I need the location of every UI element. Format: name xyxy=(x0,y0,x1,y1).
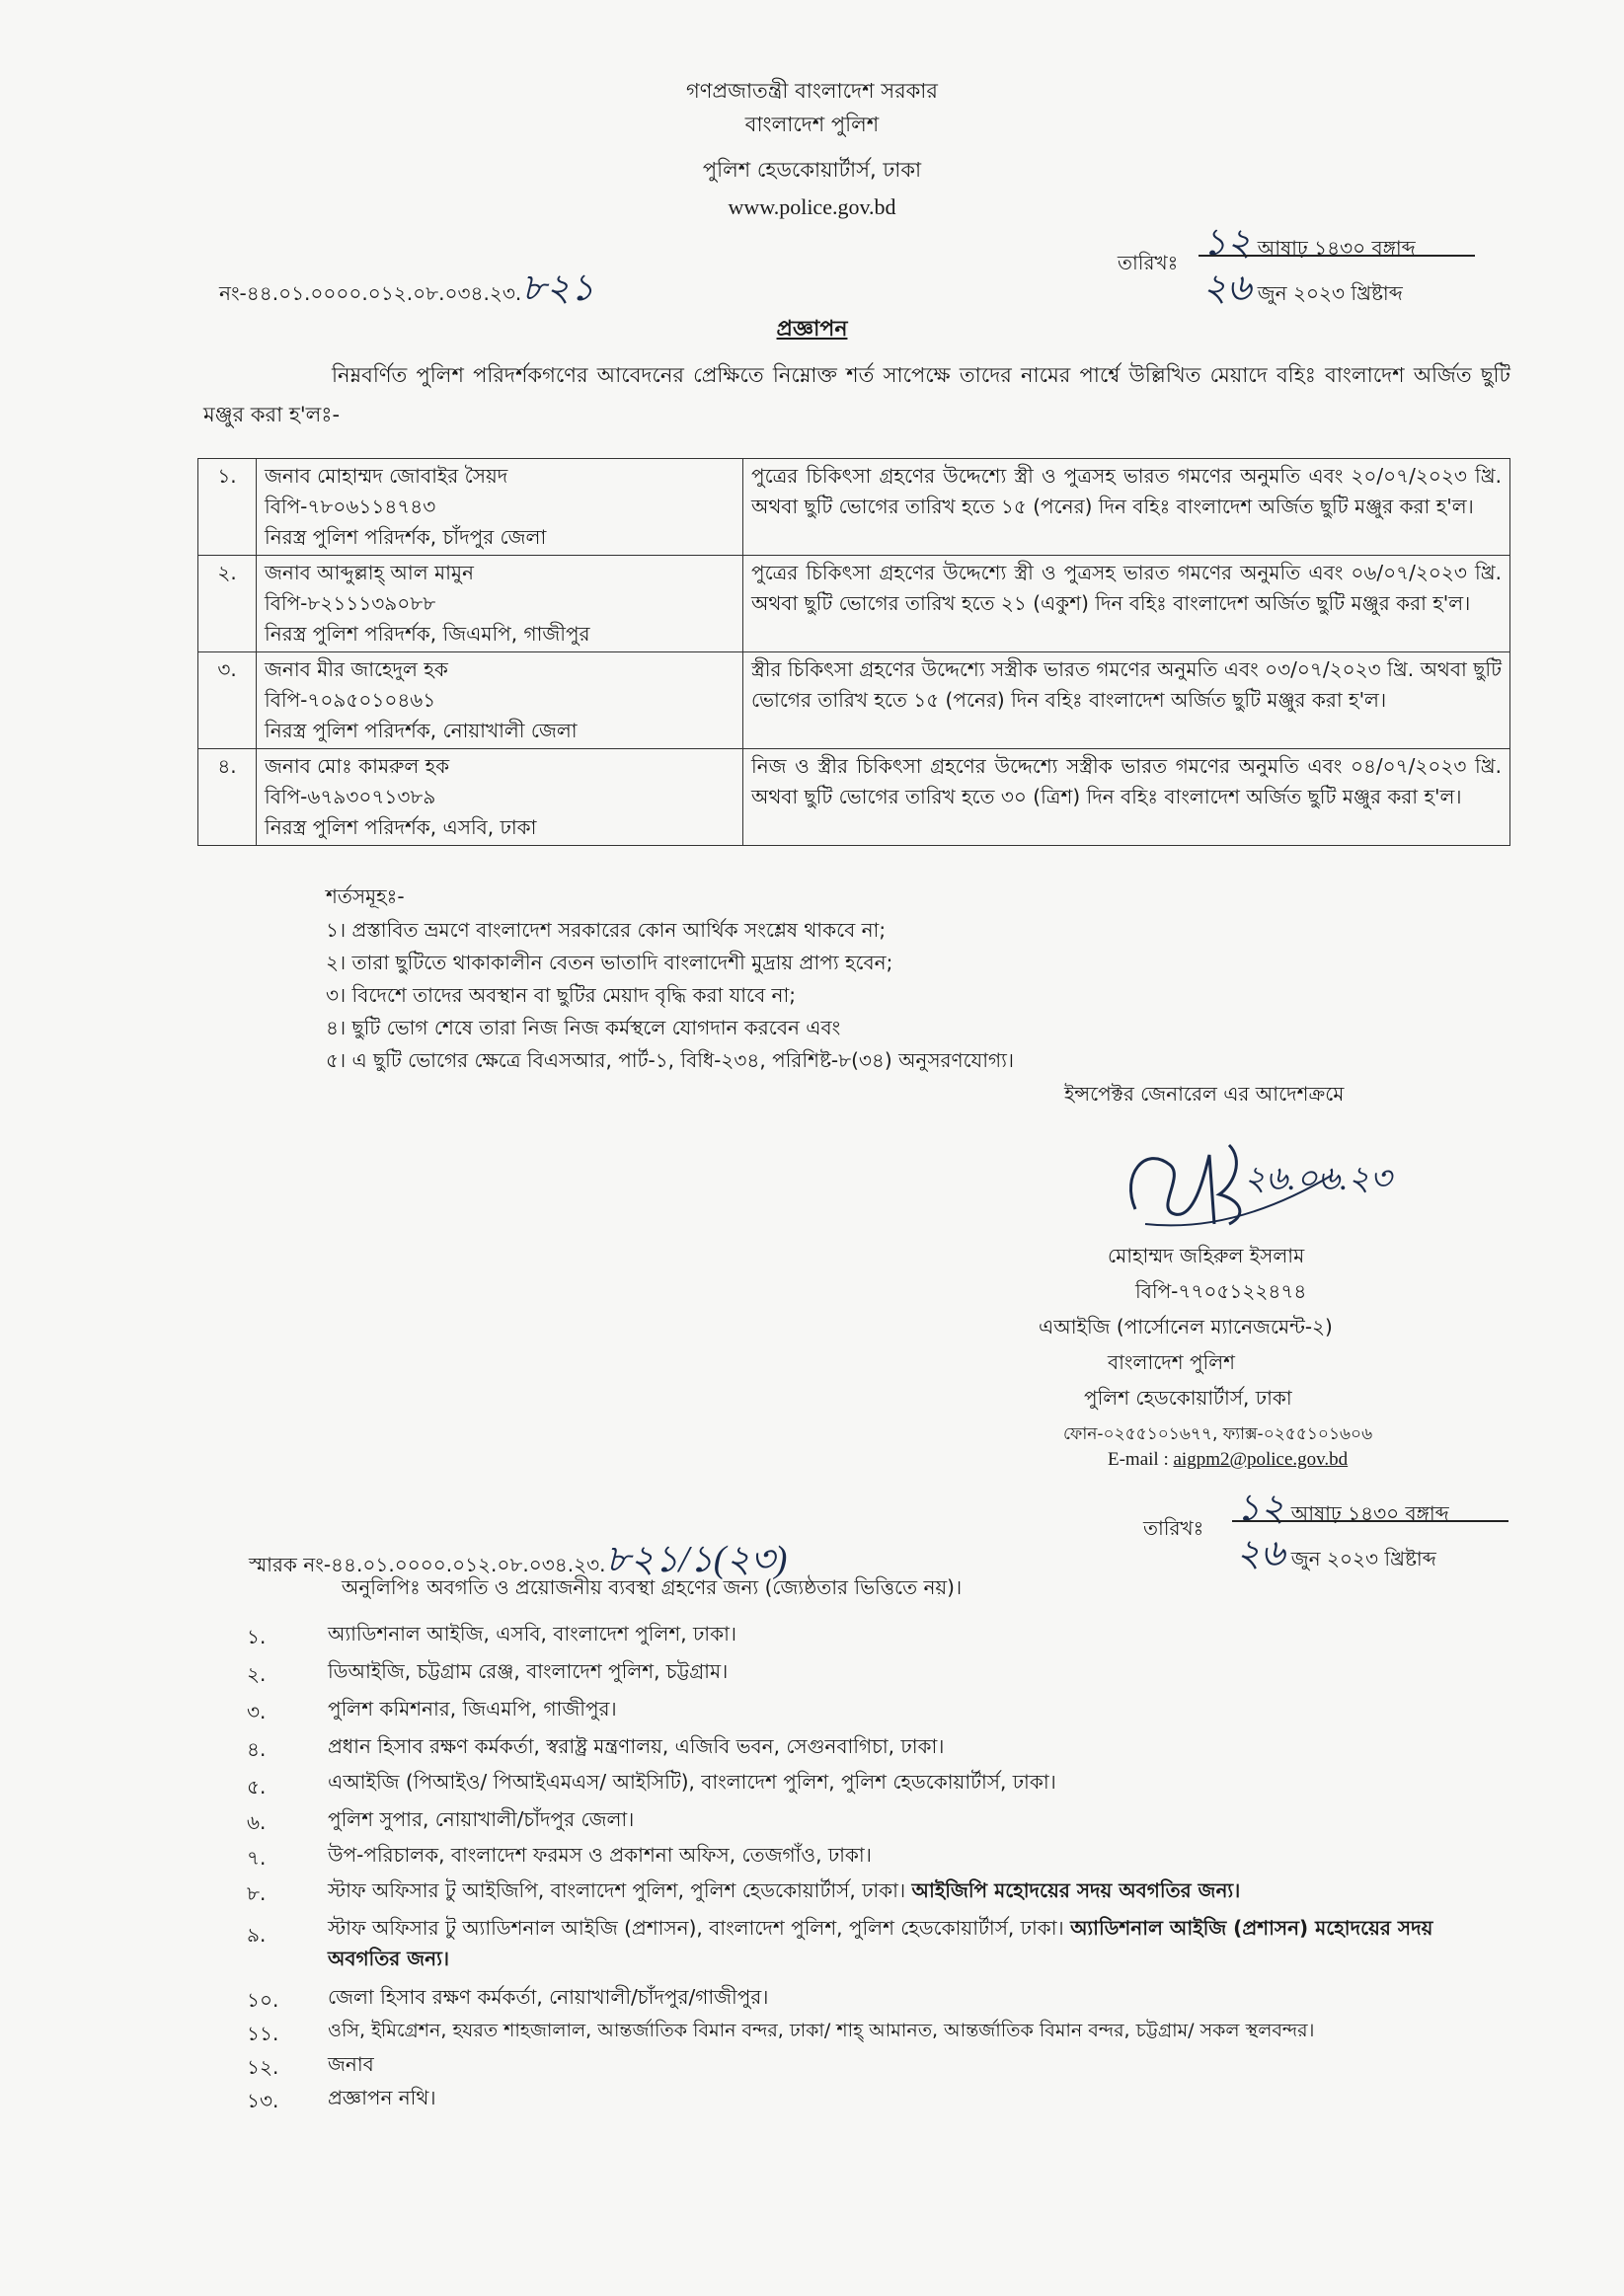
officer-name: জনাব মোঃ কামরুল হক xyxy=(265,754,450,778)
date-greg-day: ২৬ xyxy=(1202,268,1252,309)
officer-info xyxy=(257,749,743,846)
signatory-name: মোহাম্মদ জহিরুল ইসলাম xyxy=(1108,1244,1305,1267)
copy-item: এআইজি (পিআইও/ পিআইএমএস/ আইসিটি), বাংলাদেশ পুলিশ, পুলিশ হেডকোয়ার্টার্স, ঢাকা। xyxy=(328,1770,1056,1794)
officer-bp: বিপি-৭০৯৫০১০৪৬১ xyxy=(265,688,436,712)
signatory-bp: বিপি-৭৭০৫১২২৪৭৪ xyxy=(1135,1279,1307,1303)
condition-item: ৪। ছুটি ভোগ শেষে তারা নিজ নিজ কর্মস্থলে যোগদান করবেন এবং xyxy=(326,1016,841,1039)
officer-name: জনাব মীর জাহেদুল হক xyxy=(265,657,448,681)
memo-number-prefix: নং-৪৪.০১.০০০০.০১২.০৮.০৩৪.২৩. xyxy=(219,281,522,305)
copy-item-note: অ্যাডিশনাল আইজি (প্রশাসন) মহোদয়ের সদয় অবগতির জন্য। xyxy=(328,1916,1433,1970)
copy-number: ৩. xyxy=(247,1700,267,1723)
copy-item: জেলা হিসাব রক্ষণ কর্মকর্তা, নোয়াখালী/চাঁদপুর/গাজীপুর। xyxy=(328,1985,769,2009)
date2-bangla-rest: আষাঢ় ১৪৩০ বঙ্গাব্দ xyxy=(1290,1501,1449,1525)
date2-greg-day: ২৬ xyxy=(1236,1533,1285,1574)
copy-item-text: স্টাফ অফিসার টু অ্যাডিশনাল আইজি (প্রশাসন), বাংলাদেশ পুলিশ, পুলিশ হেডকোয়ার্টার্স, ঢাকা। xyxy=(328,1916,1064,1940)
signatory-phone: ফোন-০২৫৫১০১৬৭৭, ফ্যাক্স-০২৫৫১০১৬০৬ xyxy=(1063,1424,1373,1444)
copy-number: ২. xyxy=(247,1662,267,1686)
officer-serial: ২. xyxy=(198,556,257,652)
officer-name: জনাব আব্দুল্লাহ্ আল মামুন xyxy=(265,561,474,584)
copy-number: ১০. xyxy=(247,1988,279,2012)
condition-item: ১। প্রস্তাবিত ভ্রমণে বাংলাদেশ সরকারের কোন আর্থিক সংশ্লেষ থাকবে না; xyxy=(326,918,887,942)
copy-item: জনাব xyxy=(328,2052,374,2076)
copy-item: অ্যাডিশনাল আইজি, এসবি, বাংলাদেশ পুলিশ, ঢাকা। xyxy=(328,1622,737,1645)
officer-info xyxy=(257,652,743,749)
signatory-org: বাংলাদেশ পুলিশ xyxy=(1108,1350,1236,1374)
memo-number-handwritten: ৮২১ xyxy=(521,268,595,309)
conditions-heading: শর্তসমূহঃ- xyxy=(326,884,405,908)
table-row xyxy=(198,749,1510,846)
handwritten-signature xyxy=(1116,1115,1451,1244)
order-line: ইন্সপেক্টর জেনারেল এর আদেশক্রমে xyxy=(1064,1082,1345,1106)
date-bangla-rest: আষাঢ় ১৪৩০ বঙ্গাব্দ xyxy=(1257,236,1416,260)
officer-info xyxy=(257,556,743,652)
officer-post: নিরস্ত্র পুলিশ পরিদর্শক, জিএমপি, গাজীপুর xyxy=(265,622,590,646)
officer-purpose: নিজ ও স্ত্রীর চিকিৎসা গ্রহণের উদ্দেশ্যে সস্ত্রীক ভারত গমণের অনুমতি এবং ০৪/০৭/২০২৩ খ্রি. অথবা ছুটি ভোগের তারিখ হতে ৩০ (ত্রিশ) দিন বহিঃ বাংলাদেশ অর্জিত ছুটি মঞ্জুর করা হ'ল। xyxy=(743,749,1510,846)
table-row xyxy=(198,556,1510,652)
officer-serial: ৪. xyxy=(198,749,257,846)
officer-bp: বিপি-৬৭৯৩০৭১৩৮৯ xyxy=(265,785,436,808)
date-bangla-day: ১২ xyxy=(1202,222,1252,264)
signatory-office: পুলিশ হেডকোয়ার্টার্স, ঢাকা xyxy=(1084,1386,1292,1410)
office-name: পুলিশ হেডকোয়ার্টার্স, ঢাকা xyxy=(702,158,922,182)
notice-title: প্রজ্ঞাপন xyxy=(776,317,848,342)
copy-item: ডিআইজি, চট্টগ্রাম রেঞ্জ, বাংলাদেশ পুলিশ, চট্টগ্রাম। xyxy=(328,1659,729,1683)
date-greg-rest: জুন ২০২৩ খ্রিষ্টাব্দ xyxy=(1257,281,1403,305)
memo2-number-prefix: স্মারক নং-৪৪.০১.০০০০.০১২.০৮.০৩৪.২৩. xyxy=(249,1553,606,1576)
copy-item: পুলিশ সুপার, নোয়াখালী/চাঁদপুর জেলা। xyxy=(328,1807,635,1831)
website-link[interactable]: www.police.gov.bd xyxy=(728,194,896,219)
copy-number: ১৩. xyxy=(247,2089,279,2112)
copy-item: প্রধান হিসাব রক্ষণ কর্মকর্তা, স্বরাষ্ট্র মন্ত্রণালয়, এজিবি ভবন, সেগুনবাগিচা, ঢাকা। xyxy=(328,1734,945,1758)
copy-number: ৪. xyxy=(247,1737,267,1761)
officer-purpose: পুত্রের চিকিৎসা গ্রহণের উদ্দেশ্যে স্ত্রী ও পুত্রসহ ভারত গমণের অনুমতি এবং ০৬/০৭/২০২৩ খ্রি. অথবা ছুটি ভোগের তারিখ হতে ২১ (একুশ) দিন বহিঃ বাংলাদেশ অর্জিত ছুটি মঞ্জুর করা হ'ল। xyxy=(743,556,1510,652)
signatory-designation: এআইজি (পার্সোনেল ম্যানেজমেন্ট-২) xyxy=(1039,1315,1333,1339)
officer-post: নিরস্ত্র পুলিশ পরিদর্শক, এসবি, ঢাকা xyxy=(265,815,537,839)
notice-intro: নিম্নবর্ণিত পুলিশ পরিদর্শকগণের আবেদনের প্রেক্ষিতে নিম্নোক্ত শর্ত সাপেক্ষে তাদের নামের পার্শ্বে উল্লিখিত মেয়াদে বহিঃ বাংলাদেশ অর্জিত ছুটি মঞ্জুর করা হ'লঃ- xyxy=(203,363,1510,426)
officer-serial: ১. xyxy=(198,459,257,556)
copy-item: প্রজ্ঞাপন নথি। xyxy=(328,2086,436,2109)
copy-number: ৯. xyxy=(247,1923,267,1947)
condition-item: ৩। বিদেশে তাদের অবস্থান বা ছুটির মেয়াদ বৃদ্ধি করা যাবে না; xyxy=(326,983,797,1007)
copies-heading: অনুলিপিঃ অবগতি ও প্রয়োজনীয় ব্যবস্থা গ্রহণের জন্য (জ্যেষ্ঠতার ভিত্তিতে নয়)। xyxy=(342,1575,963,1599)
copy-number: ১. xyxy=(247,1625,267,1648)
copy-item xyxy=(328,1913,1493,1974)
date-label: তারিখঃ xyxy=(1118,251,1179,274)
officer-bp: বিপি-৭৮০৬১১৪৭৪৩ xyxy=(265,495,436,518)
copy-number: ৮. xyxy=(247,1881,267,1905)
copy-item: পুলিশ কমিশনার, জিএমপি, গাজীপুর। xyxy=(328,1697,617,1721)
date-divider xyxy=(1199,255,1475,257)
copy-number: ৭. xyxy=(247,1846,267,1870)
copy-item: ওসি, ইমিগ্রেশন, হযরত শাহজালাল, আন্তর্জাতিক বিমান বন্দর, ঢাকা/ শাহ্ আমানত, আন্তর্জাতিক বিমান বন্দর, চট্টগ্রাম/ সকল স্থলবন্দর। xyxy=(328,2020,1315,2041)
copy-item: উপ-পরিচালক, বাংলাদেশ ফরমস ও প্রকাশনা অফিস, তেজগাঁও, ঢাকা। xyxy=(328,1843,872,1867)
copy-number: ৫. xyxy=(247,1775,267,1799)
officer-bp: বিপি-৮২১১১৩৯০৮৮ xyxy=(265,591,436,615)
officer-serial: ৩. xyxy=(198,652,257,749)
officer-purpose: পুত্রের চিকিৎসা গ্রহণের উদ্দেশ্যে স্ত্রী ও পুত্রসহ ভারত গমণের অনুমতি এবং ২০/০৭/২০২৩ খ্রি. অথবা ছুটি ভোগের তারিখ হতে ১৫ (পনের) দিন বহিঃ বাংলাদেশ অর্জিত ছুটি মঞ্জুর করা হ'ল। xyxy=(743,459,1510,556)
copy-item xyxy=(328,1875,1493,1906)
copy-number: ১১. xyxy=(247,2022,279,2045)
signature-date: ২৬.০৬.২৩ xyxy=(1244,1161,1392,1197)
officer-name: জনাব মোহাম্মদ জোবাইর সৈয়দ xyxy=(265,464,508,488)
signatory-email-row xyxy=(1108,1449,1348,1471)
date2-divider xyxy=(1232,1520,1508,1522)
copy-item-note: আইজিপি মহোদয়ের সদয় অবগতির জন্য। xyxy=(911,1878,1241,1902)
date2-greg-rest: জুন ২০২৩ খ্রিষ্টাব্দ xyxy=(1290,1547,1436,1570)
copy-item-text: স্টাফ অফিসার টু আইজিপি, বাংলাদেশ পুলিশ, পুলিশ হেডকোয়ার্টার্স, ঢাকা। xyxy=(328,1878,906,1902)
date2-label: তারিখঃ xyxy=(1143,1516,1204,1540)
officer-info xyxy=(257,459,743,556)
date2-bangla-day: ১২ xyxy=(1236,1488,1285,1529)
org-name: বাংলাদেশ পুলিশ xyxy=(744,113,880,136)
copy-number: ১২. xyxy=(247,2055,279,2079)
copy-number: ৬. xyxy=(247,1810,267,1834)
email-label: E-mail : xyxy=(1108,1449,1169,1470)
govt-name: গণপ্রজাতন্ত্রী বাংলাদেশ সরকার xyxy=(686,79,938,103)
email-link[interactable]: aigpm2@police.gov.bd xyxy=(1173,1449,1349,1470)
officer-post: নিরস্ত্র পুলিশ পরিদর্শক, নোয়াখালী জেলা xyxy=(265,719,578,742)
memo2-number-handwritten: ৮২১/১(২৩) xyxy=(605,1539,788,1580)
officer-post: নিরস্ত্র পুলিশ পরিদর্শক, চাঁদপুর জেলা xyxy=(265,525,547,549)
table-row xyxy=(198,459,1510,556)
date2-gregorian xyxy=(1236,1524,1436,1587)
condition-item: ২। তারা ছুটিতে থাকাকালীন বেতন ভাতাদি বাংলাদেশী মুদ্রায় প্রাপ্য হবেন; xyxy=(326,951,893,974)
condition-item: ৫। এ ছুটি ভোগের ক্ষেত্রে বিএসআর, পার্ট-১, বিধি-২৩৪, পরিশিষ্ট-৮(৩৪) অনুসরণযোগ্য। xyxy=(326,1048,1015,1072)
table-row xyxy=(198,652,1510,749)
officers-table xyxy=(197,458,1510,846)
officer-purpose: স্ত্রীর চিকিৎসা গ্রহণের উদ্দেশ্যে সস্ত্রীক ভারত গমণের অনুমতি এবং ০৩/০৭/২০২৩ খ্রি. অথবা ছুটি ভোগের তারিখ হতে ১৫ (পনের) দিন বহিঃ বাংলাদেশ অর্জিত ছুটি মঞ্জুর করা হ'ল। xyxy=(743,652,1510,749)
